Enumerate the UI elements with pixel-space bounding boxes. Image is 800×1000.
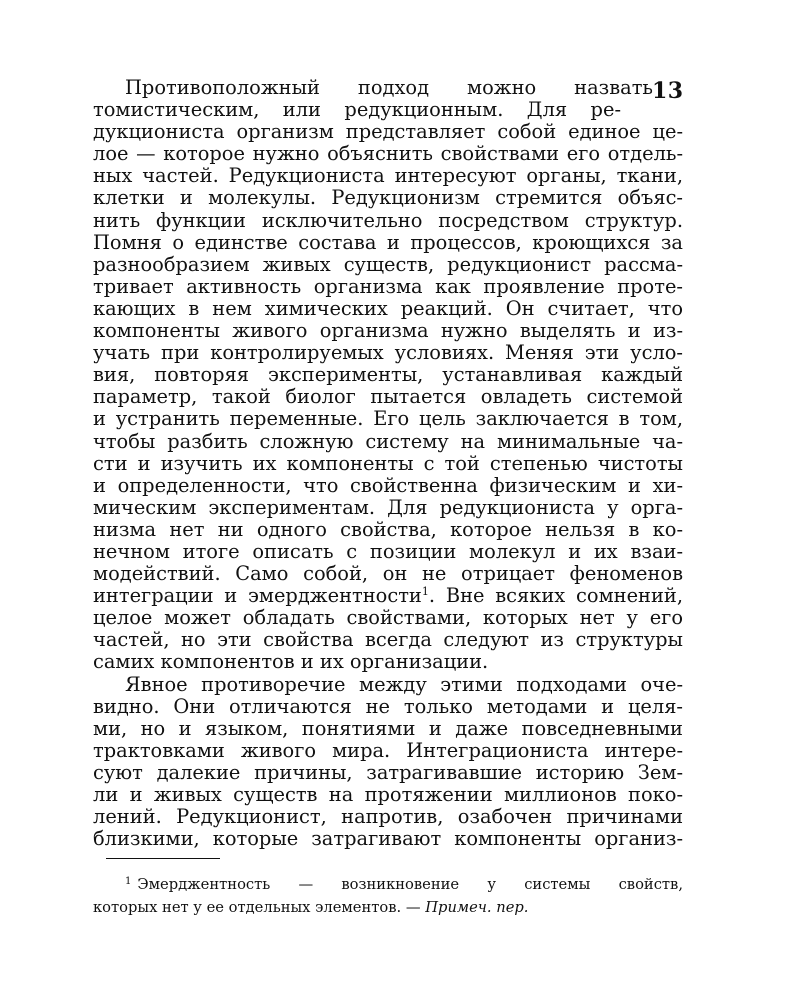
footnote-divider [106,858,220,859]
text-line: лений. Редукционист, напротив, озабочен причинами [93,805,683,829]
text-line: близкими, которые затрагивают компоненты организ- [93,827,683,851]
text-line: частей, но эти свойства всегда следуют из структуры [93,628,683,652]
text-line: и устранить переменные. Его цель заключается в том, [93,407,683,431]
text-line: видно. Они отличаются не только методами и целя- [93,694,683,718]
text-span: . Вне всяких сомнений, [428,584,683,608]
text-line: нечном итоге описать с позиции молекул и их взаи- [93,539,683,563]
text-line: кающих в нем химических реакций. Он считает, что [93,296,683,320]
text-line: вия, повторяя эксперименты, устанавливая каждый [93,363,683,387]
text-line: мическим экспериментам. Для редукциониста у орга- [93,495,683,519]
text-line: ных частей. Редукциониста интересуют органы, ткани, [93,164,683,188]
text-line-with-footnote [93,585,683,607]
text-line: суют далекие причины, затрагивавшие историю Зем- [93,760,683,784]
footnote-number: 1 [125,876,132,887]
text-line: параметр, такой биолог пытается овладеть системой [93,385,683,409]
text-line: тривает активность организма как проявление проте- [93,274,683,298]
text-line: клетки и молекулы. Редукционизм стремится объяс- [93,186,683,210]
text-line: чтобы разбить сложную систему на минимальные ча- [93,429,683,453]
text-line: низма нет ни одного свойства, которое нельзя в ко- [93,517,683,541]
footnote-text: Эмерджентность — возникновение у системы свойств, [137,876,683,893]
footnote-translator-note: Примеч. пер. [425,898,529,916]
text-line: компоненты живого организма нужно выделять и из- [93,319,683,343]
text-line: и определенности, что свойственна физическим и хи- [93,473,683,497]
text-span: интеграции и эмерджентности [93,584,422,608]
text-line: сти и изучить их компоненты с той степенью чистоты [93,451,683,475]
text-line: нить функции исключительно посредством структур. [93,208,683,232]
text-line: ми, но и языком, понятиями и даже повседневными [93,716,683,740]
page-number: 13 [652,78,684,104]
main-text [93,77,683,850]
text-line: разнообразием живых существ, редукционист рассма- [93,252,683,276]
text-line: томистическим, или редукционным. Для ре- [93,98,621,122]
footnote [93,874,683,919]
text-line: ли и живых существ на протяжении миллионов поко- [93,783,683,806]
footnote-text: которых нет у ее отдельных элементов. — [93,898,421,916]
text-line: трактовками живого мира. Интеграциониста интере- [93,738,683,762]
text-line: учать при контролируемых условиях. Меняя эти усло- [93,341,683,365]
text-line: модействий. Само собой, он не отрицает феноменов [93,562,683,586]
text-line: лое — которое нужно объяснить свойствами его отдель- [93,142,683,166]
footnote-line [93,897,683,920]
text-line: Явное противоречие между этими подходами оче- [125,672,683,696]
footnote-line [93,874,683,897]
text-line: Помня о единстве состава и процессов, кроющихся за [93,230,683,254]
text-line: целое может обладать свойствами, которых нет у его [93,606,683,630]
footnote-reference[interactable]: 1 [421,585,429,599]
text-line: Противоположный подход можно назвать [125,76,653,99]
text-line: дукциониста организм представляет собой единое це- [93,120,683,144]
text-line: самих компонентов и их организации. [93,650,489,674]
